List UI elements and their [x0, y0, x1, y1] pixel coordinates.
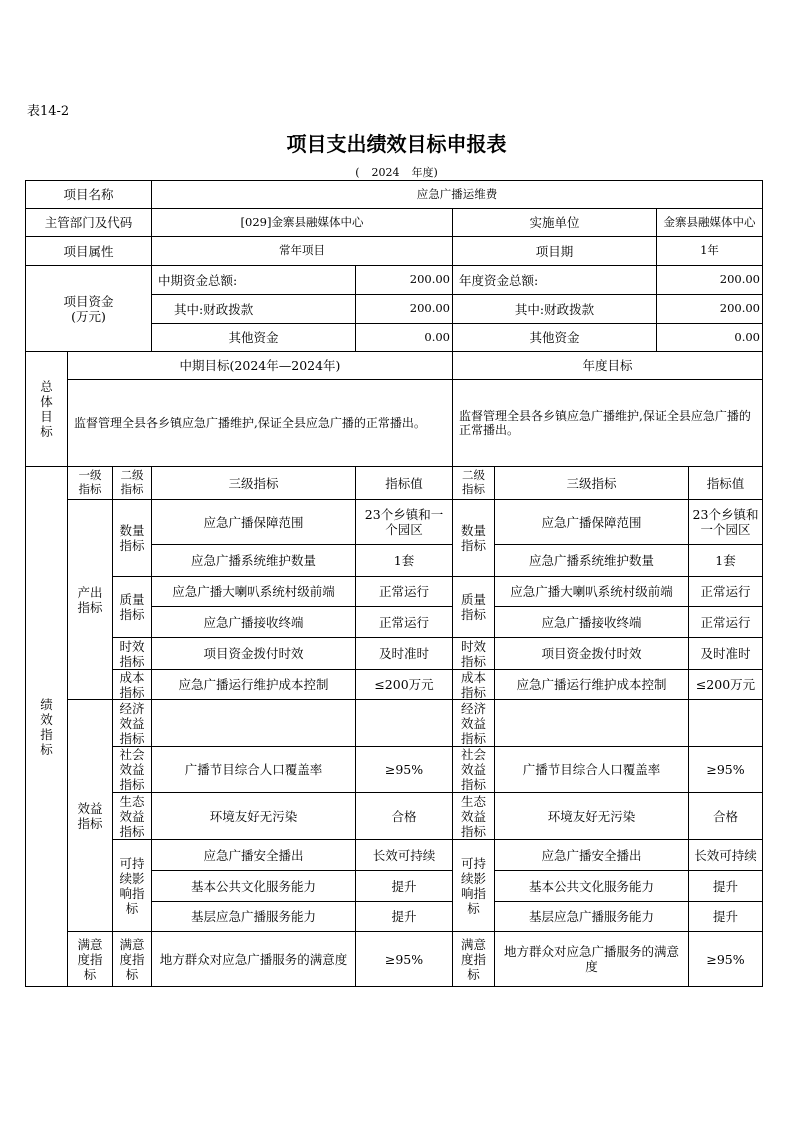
mid-total-value: 200.00: [355, 265, 453, 295]
indicator-name: [151, 699, 356, 747]
year-indicator-name: 应急广播保障范围: [494, 499, 689, 545]
year-goal-text: 监督管理全县各乡镇应急广播维护,保证全县应急广播的正常播出。: [452, 379, 763, 467]
timeliness-indicator: 时效 指标: [112, 637, 152, 670]
form-title: 项目支出绩效目标申报表: [286, 132, 507, 156]
year-quality-indicator: 质量 指标: [452, 576, 495, 638]
indicator-value: 1套: [355, 544, 453, 577]
indicator-name: 地方群众对应急广播服务的满意度: [151, 931, 356, 987]
level2-header: 二级 指标: [112, 466, 152, 500]
attr-value: 常年项目: [151, 236, 453, 266]
year-other-value: 0.00: [656, 323, 763, 352]
year-indicator-name: [494, 699, 689, 747]
overall-goal-label: 总 体 目 标: [25, 351, 68, 467]
year-indicator-value: 23个乡镇和一个园区: [688, 499, 763, 545]
mid-goal-text: 监督管理全县各乡镇应急广播维护,保证全县应急广播的正常播出。: [67, 379, 453, 467]
year-ecological-indicator: 生态 效益 指标: [452, 792, 495, 840]
mid-fiscal-label: 其中:财政拨款: [151, 294, 356, 324]
year-value-header: 指标值: [688, 466, 763, 500]
year-indicator-value: 长效可持续: [688, 839, 763, 871]
dept-label: 主管部门及代码: [25, 208, 152, 237]
mid-fiscal-value: 200.00: [355, 294, 453, 324]
year-indicator-value: ≥95%: [688, 746, 763, 793]
mid-other-label: 其他资金: [151, 323, 356, 352]
fiscal-year: [0, 164, 793, 180]
indicator-name: 广播节目综合人口覆盖率: [151, 746, 356, 793]
performance-indicator-label: 绩 效 指 标: [25, 466, 68, 987]
satisfaction-l2-indicator: 满意 度指 标: [112, 931, 152, 987]
year-indicator-name: 广播节目综合人口覆盖率: [494, 746, 689, 793]
year-indicator-value: 正常运行: [688, 576, 763, 607]
year-level3-header: 三级指标: [494, 466, 689, 500]
ecological-indicator: 生态 效益 指标: [112, 792, 152, 840]
year-indicator-value: 提升: [688, 870, 763, 902]
year-indicator-name: 应急广播运行维护成本控制: [494, 669, 689, 700]
year-indicator-name: 应急广播大喇叭系统村级前端: [494, 576, 689, 607]
year-indicator-value: 及时准时: [688, 637, 763, 670]
form-code: 表14-2: [27, 104, 70, 119]
output-indicator: 产出 指标: [67, 499, 113, 700]
quantity-indicator: 数量 指标: [112, 499, 152, 577]
indicator-value: 提升: [355, 870, 453, 902]
year-indicator-name: 地方群众对应急广播服务的满意度: [494, 931, 689, 987]
mid-total-label: 中期资金总额:: [151, 265, 356, 295]
year-cost-indicator: 成本 指标: [452, 669, 495, 700]
year-indicator-value: ≤200万元: [688, 669, 763, 700]
year-indicator-name: 应急广播接收终端: [494, 606, 689, 638]
attr-label: 项目属性: [25, 236, 152, 266]
year-economic-indicator: 经济 效益 指标: [452, 699, 495, 747]
indicator-name: 应急广播保障范围: [151, 499, 356, 545]
year-fiscal-value: 200.00: [656, 294, 763, 324]
year-indicator-value: ≥95%: [688, 931, 763, 987]
year-sustainable-indicator: 可持 续影 响指 标: [452, 839, 495, 932]
year-indicator-name: 基层应急广播服务能力: [494, 901, 689, 932]
indicator-name: 应急广播大喇叭系统村级前端: [151, 576, 356, 607]
period-label: 项目期: [452, 236, 657, 266]
indicator-value: 正常运行: [355, 576, 453, 607]
year-timeliness-indicator: 时效 指标: [452, 637, 495, 670]
year-level2-header: 二级 指标: [452, 466, 495, 500]
indicator-name: 应急广播系统维护数量: [151, 544, 356, 577]
level3-header: 三级指标: [151, 466, 356, 500]
indicator-value: 正常运行: [355, 606, 453, 638]
year-total-label: 年度资金总额:: [452, 265, 657, 295]
year-indicator-value: [688, 699, 763, 747]
year-open: (: [355, 166, 360, 179]
social-indicator: 社会 效益 指标: [112, 746, 152, 793]
year-goal-header: 年度目标: [452, 351, 763, 380]
year-indicator-name: 项目资金拨付时效: [494, 637, 689, 670]
year-close: 年度): [411, 166, 438, 179]
indicator-value: ≤200万元: [355, 669, 453, 700]
indicator-value: ≥95%: [355, 746, 453, 793]
year-satisfaction-l2-indicator: 满意 度指 标: [452, 931, 495, 987]
indicator-name: 应急广播运行维护成本控制: [151, 669, 356, 700]
year-indicator-name: 环境友好无污染: [494, 792, 689, 840]
project-name-label: 项目名称: [25, 180, 152, 209]
satisfaction-indicator: 满意 度指 标: [67, 931, 113, 987]
year-indicator-name: 基本公共文化服务能力: [494, 870, 689, 902]
level1-header: 一级 指标: [67, 466, 113, 500]
year-indicator-name: 应急广播安全播出: [494, 839, 689, 871]
funds-label: 项目资金 (万元): [25, 265, 152, 352]
indicator-value: [355, 699, 453, 747]
year-total-value: 200.00: [656, 265, 763, 295]
economic-indicator: 经济 效益 指标: [112, 699, 152, 747]
value-header: 指标值: [355, 466, 453, 500]
year-indicator-value: 合格: [688, 792, 763, 840]
year-quantity-indicator: 数量 指标: [452, 499, 495, 577]
indicator-value: 合格: [355, 792, 453, 840]
cost-indicator: 成本 指标: [112, 669, 152, 700]
indicator-name: 项目资金拨付时效: [151, 637, 356, 670]
year-social-indicator: 社会 效益 指标: [452, 746, 495, 793]
year-indicator-value: 1套: [688, 544, 763, 577]
impl-label: 实施单位: [452, 208, 657, 237]
indicator-name: 应急广播接收终端: [151, 606, 356, 638]
year-value: 2024: [371, 166, 400, 179]
indicator-name: 环境友好无污染: [151, 792, 356, 840]
mid-goal-header: 中期目标(2024年—2024年): [67, 351, 453, 380]
sustainable-indicator: 可持 续影 响指 标: [112, 839, 152, 932]
impl-value: 金寨县融媒体中心: [656, 208, 763, 237]
year-other-label: 其他资金: [452, 323, 657, 352]
period-value: 1年: [656, 236, 763, 266]
year-indicator-value: 提升: [688, 901, 763, 932]
dept-value: [029]金寨县融媒体中心: [151, 208, 453, 237]
year-indicator-name: 应急广播系统维护数量: [494, 544, 689, 577]
mid-other-value: 0.00: [355, 323, 453, 352]
quality-indicator: 质量 指标: [112, 576, 152, 638]
indicator-value: ≥95%: [355, 931, 453, 987]
project-name-value: 应急广播运维费: [151, 180, 763, 209]
indicator-name: 应急广播安全播出: [151, 839, 356, 871]
indicator-value: 提升: [355, 901, 453, 932]
year-fiscal-label: 其中:财政拨款: [452, 294, 657, 324]
year-indicator-value: 正常运行: [688, 606, 763, 638]
indicator-name: 基本公共文化服务能力: [151, 870, 356, 902]
benefit-indicator: 效益 指标: [67, 699, 113, 932]
indicator-name: 基层应急广播服务能力: [151, 901, 356, 932]
indicator-value: 23个乡镇和一个园区: [355, 499, 453, 545]
indicator-value: 及时准时: [355, 637, 453, 670]
indicator-value: 长效可持续: [355, 839, 453, 871]
